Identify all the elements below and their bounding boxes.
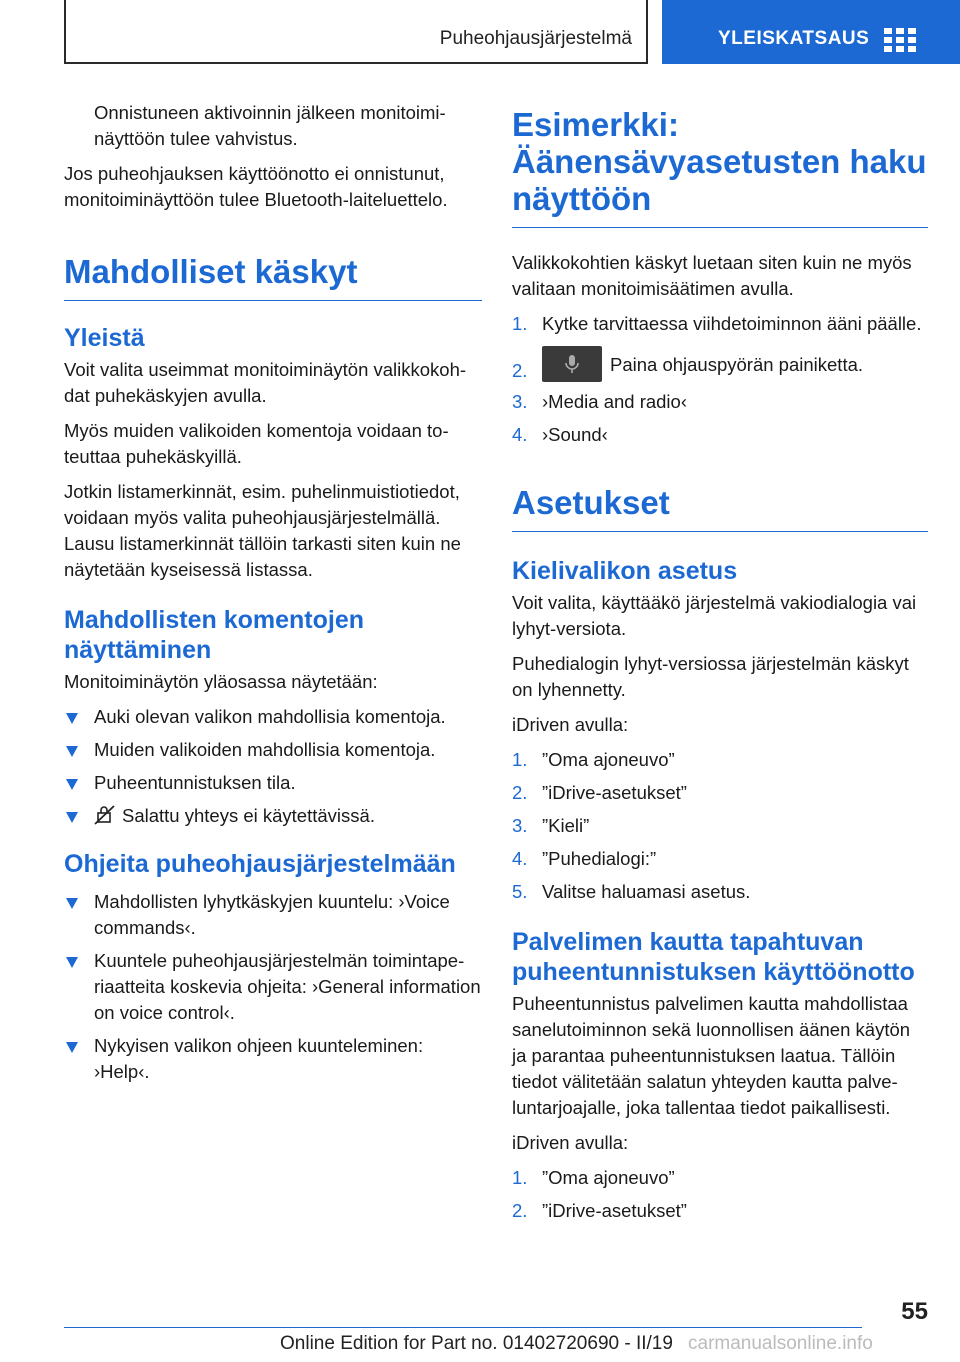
language-p2: Puhedialogin lyhyt-versiossa järjestelmän käskyt on lyhennetty. (512, 653, 909, 700)
general-p3: Jotkin listamerkinnät, esim. puhelinmuistiotiedot, voidaan myös valita puheohjausjärjestelmällä. Lausu listamerkinnät tällöin tarkasti siten kuin ne näytetään kyseisessä listassa. (64, 481, 461, 580)
list-item: 4. ›Sound‹ (512, 424, 608, 445)
list-item: Mahdollisten lyhytkäskyjen kuuntelu: ›Voice commands‹. (64, 889, 482, 941)
list-item: Puheentunnistuksen tila. (64, 770, 482, 796)
heading-possible-commands: Mahdolliset käskyt (64, 253, 482, 301)
example-steps (512, 311, 928, 448)
footer-edition: Online Edition for Part no. 01402720690 - II/19 (280, 1333, 673, 1354)
list-item: 4. ”Puhedialogi:” (512, 848, 657, 869)
heading-voice-help: Ohjeita puheohjausjärjestelmään (64, 850, 456, 878)
general-p2: Myös muiden valikoiden komentoja voidaan toteuttaa puhekäskyillä. (64, 420, 449, 467)
language-p1: Voit valita, käyttääkö järjestelmä vakiodialogia vai lyhyt-versiota. (512, 592, 917, 639)
list-item: 1. ”Oma ajoneuvo” (512, 1167, 675, 1188)
left-column (64, 100, 482, 1093)
footer-watermark[interactable]: carmanualsonline.info (688, 1333, 873, 1354)
list-item: 2. ”iDrive-asetukset” (512, 1200, 687, 1221)
header-section-box (64, 0, 648, 64)
grid-menu-icon (884, 28, 916, 52)
header-tab[interactable] (662, 0, 960, 64)
show-commands-list (64, 704, 482, 829)
list-item: 2. Paina ohjauspyörän painiketta. (512, 344, 928, 382)
header-tab-label: YLEISKATSAUS (718, 28, 870, 49)
general-p1: Voit valita useimmat monitoiminäytön valikkokohdat puhekäskyjen avulla. (64, 359, 467, 406)
list-item: 1. ”Oma ajoneuvo” (512, 749, 675, 770)
encryption-off-icon (94, 805, 116, 825)
microphone-icon (564, 354, 580, 374)
list-item: 3. ›Media and radio‹ (512, 391, 687, 412)
voice-button-image (542, 346, 602, 382)
heading-show-commands: Mahdollisten komentojen näyttäminen (64, 606, 365, 664)
server-p1: Puheentunnistus palvelimen kautta mahdollistaa sanelutoiminnon sekä luonnollisen äänen käytön ja parantaa puheentunnistuksen laatua. Tällöin tiedot välitetään salatun yhteyden kautta palveluntarjoajalle, joka tallentaa tiedot paikallisesti. (512, 993, 911, 1118)
page-number: 55 (901, 1298, 928, 1325)
list-item: 5. Valitse haluamasi asetus. (512, 881, 751, 902)
heading-settings: Asetukset (512, 484, 928, 532)
list-item: Kuuntele puheohjausjärjestelmän toimintaperiaatteita koskevia ohjeita: ›General information on voice control‹. (64, 948, 482, 1026)
heading-server-recognition: Palvelimen kautta tapahtuvan puheentunnistuksen käyttöönotto (512, 928, 915, 986)
server-p2: iDriven avulla: (512, 1132, 629, 1153)
list-item: 1. Kytke tarvittaessa viihdetoiminnon ääni päälle. (512, 313, 922, 334)
header-section-title: Puheohjausjärjestelmä (439, 28, 632, 49)
list-item: Muiden valikoiden mahdollisia komentoja. (64, 737, 482, 763)
list-item: Nykyisen valikon ohjeen kuunteleminen: ›Help‹. (64, 1033, 482, 1085)
heading-language-menu: Kielivalikon asetus (512, 557, 738, 585)
show-commands-intro: Monitoiminäytön yläosassa näytetään: (64, 671, 378, 692)
language-steps (512, 747, 928, 905)
language-p3: iDriven avulla: (512, 714, 629, 735)
list-item: Auki olevan valikon mahdollisia komentoja. (64, 704, 482, 730)
right-column (512, 106, 928, 1232)
intro-text-2: Jos puheohjauksen käyttöönotto ei onnistunut, monitoiminäyttöön tulee Bluetooth-laiteluettelo. (64, 163, 448, 210)
list-item: 3. ”Kieli” (512, 815, 590, 836)
heading-example: Esimerkki: Äänensävyasetusten haku näyttöön (512, 106, 928, 228)
example-intro: Valikkokohtien käskyt luetaan siten kuin ne myös valitaan monitoimisäätimen avulla. (512, 252, 912, 299)
footer-divider (64, 1327, 862, 1328)
list-item: 2. ”iDrive-asetukset” (512, 782, 687, 803)
list-item: Salattu yhteys ei käytettävissä. (64, 803, 482, 829)
heading-general: Yleistä (64, 324, 145, 352)
server-steps (512, 1165, 928, 1224)
voice-help-list (64, 889, 482, 1085)
intro-text: Onnistuneen aktivoinnin jälkeen monitoiminäyttöön tulee vahvistus. (94, 102, 446, 149)
